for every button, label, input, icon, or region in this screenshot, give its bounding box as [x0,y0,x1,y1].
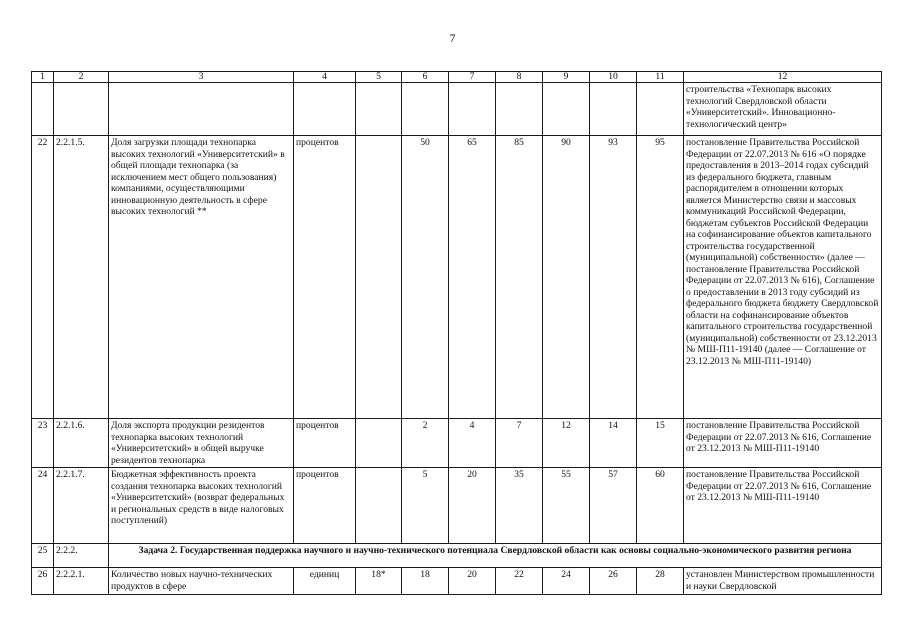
row-index: 23 [32,419,54,468]
row-value: 90 [543,136,590,419]
row-value: 7 [496,419,543,468]
row-index: 22 [32,136,54,419]
row-source-note: постановление Правительства Российской Федерации от 22.07.2013 № 616, Соглашение от 23.12.2013 № МШ-П11-19140 [684,419,882,468]
row-value: 14 [590,419,637,468]
row-value: 85 [496,136,543,419]
header-cell: 4 [294,72,356,83]
header-cell: 9 [543,72,590,83]
header-cell: 2 [54,72,109,83]
task-heading: Задача 2. Государственная поддержка научного и научно-технического потенциала Свердловской области как основы социально-экономического развития региона [109,544,882,568]
row-value: 50 [402,136,449,419]
header-cell: 7 [449,72,496,83]
row-value: 28 [637,568,684,595]
row-value: 95 [637,136,684,419]
header-cell: 11 [637,72,684,83]
row-value: 5 [402,468,449,544]
header-cell: 6 [402,72,449,83]
header-cell: 10 [590,72,637,83]
row-unit: процентов [294,419,356,468]
row-value: 12 [543,419,590,468]
table-row [32,568,882,595]
row-base-value [356,468,402,544]
page-number: 7 [449,31,456,45]
row-code: 2.2.1.7. [54,468,109,544]
row-index: 25 [32,544,54,568]
row-source-note: постановление Правительства Российской Федерации от 22.07.2013 № 616 «О порядке предоставления в 2013–2014 годах субсидий из федерального бюджета, главным распорядителем в отношении которых является Министерство связи и массовых коммуникаций Российской Федерации, бюджетам субъектов Российской Федерации на софинансирование объектов капитального строительства государственной (муниципальной) собственности» (далее — постановление Правительства Российской Федерации от 22.07.2013 № 616), Соглашение о предоставлении в 2013 году субсидий из федерального бюджета бюджету Свердловской области на софинансирование объектов капитального строительства государственной (муниципальной) собственности от 23.12.2013 № МШ-П11-19140 (далее — Соглашение от 23.12.2013 № МШ-П11-19140) [684,136,882,419]
row-value: 65 [449,136,496,419]
row-value: 22 [496,568,543,595]
row-value: 20 [449,568,496,595]
task-row [32,544,882,568]
row-unit: единиц [294,568,356,595]
row-index: 24 [32,468,54,544]
row-code: 2.2.2. [54,544,109,568]
row-value: 18 [402,568,449,595]
header-cell: 3 [109,72,294,83]
row-value: 2 [402,419,449,468]
row-unit: процентов [294,468,356,544]
row-indicator-name: Доля экспорта продукции резидентов технопарка высоких технологий «Университетский» в общей выручке резидентов технопарка [109,419,294,468]
row-code: 2.2.1.6. [54,419,109,468]
row-value: 93 [590,136,637,419]
row-code: 2.2.1.5. [54,136,109,419]
table-row [32,419,882,468]
row-base-value [356,419,402,468]
table-row [32,136,882,419]
row-value: 57 [590,468,637,544]
row-base-value: 18* [356,568,402,595]
row-base-value [356,136,402,419]
row-code: 2.2.2.1. [54,568,109,595]
continuation-note: строительства «Технопарк высоких технологий Свердловской области «Университетский». Инновационно-технологический центр» [684,83,882,136]
header-cell: 8 [496,72,543,83]
row-value: 35 [496,468,543,544]
row-indicator-name: Количество новых научно-технических продуктов в сфере [109,568,294,595]
row-value: 20 [449,468,496,544]
header-cell: 1 [32,72,54,83]
header-cell: 12 [684,72,882,83]
row-source-note: установлен Министерством промышленности и науки Свердловской [684,568,882,595]
row-value: 24 [543,568,590,595]
row-unit: процентов [294,136,356,419]
row-value: 26 [590,568,637,595]
row-value: 4 [449,419,496,468]
row-source-note: постановление Правительства Российской Федерации от 22.07.2013 № 616, Соглашение от 23.12.2013 № МШ-П11-19140 [684,468,882,544]
row-index: 26 [32,568,54,595]
row-value: 15 [637,419,684,468]
indicators-table [31,71,882,595]
row-value: 60 [637,468,684,544]
row-indicator-name: Бюджетная эффективность проекта создания технопарка высоких технологий «Университетский» (возврат федеральных и региональных средств в виде налоговых поступлений) [109,468,294,544]
row-indicator-name: Доля загрузки площади технопарка высоких технологий «Университетский» в общей площади технопарка (за исключением мест общего пользования) компаниями, осуществляющими инновационную деятельность в сфере высоких технологий ** [109,136,294,419]
table-row-continuation [32,83,882,136]
table-header-row [32,72,882,83]
table-row [32,468,882,544]
row-value: 55 [543,468,590,544]
header-cell: 5 [356,72,402,83]
